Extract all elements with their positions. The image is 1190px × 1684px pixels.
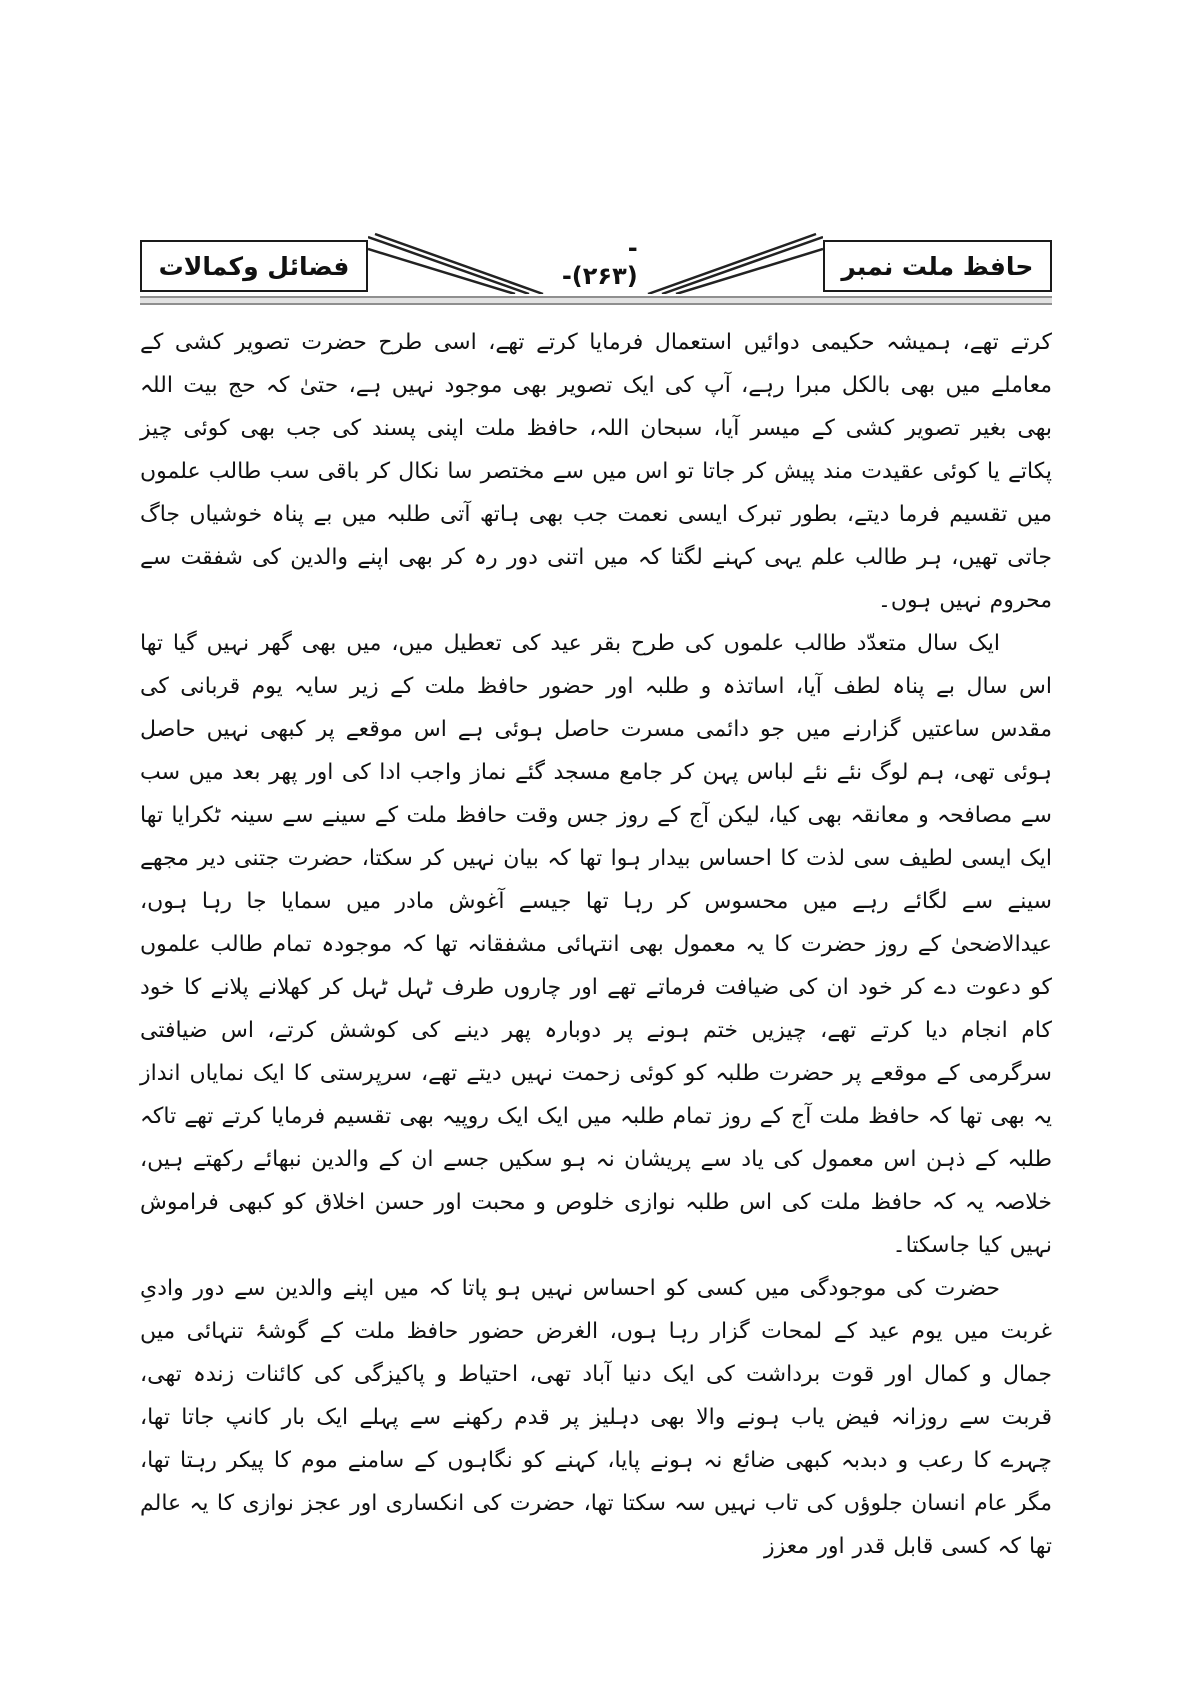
page-number: -(۲۶۳)- [561,234,638,290]
running-header [140,228,1052,292]
page-number-wrap [553,232,638,292]
body-text [140,321,1052,1568]
paragraph-2: ایک سال متعدّد طالب علموں کی طرح بقر عید کی تعطیل میں، میں بھی گھر نہیں گیا تھا اس سال بے پناہ لطف آیا، اساتذہ و طلبہ اور حضور حافظ ملت کے زیر سایہ یوم قربانی کی مقدس ساعتیں گزارنے میں جو دائمی مسرت حاصل ہوئی ہے اس موقعے پر کبھی نہیں حاصل ہوئی تھی، ہم لوگ نئے نئے لباس پہن کر جامع مسجد گئے نماز واجب ادا کی اور پھر بعد میں سب سے مصافحہ و معانقہ بھی کیا، لیکن آج کے روز جس وقت حافظ ملت کے سینے سے سینہ ٹکرایا تھا ایک ایسی لطیف سی لذت کا احساس بیدار ہوا تھا کہ بیان نہیں کر سکتا، حضرت جتنی دیر مجھے سینے سے لگائے رہے میں محسوس کر رہا تھا جیسے آغوش مادر میں سمایا جا رہا ہوں، عیدالاضحیٰ کے روز حضرت کا یہ معمول بھی انتہائی مشفقانہ تھا کہ موجودہ تمام طالب علموں کو دعوت دے کر خود ان کی ضیافت فرماتے تھے اور چاروں طرف ٹہل ٹہل کر کھلانے پلانے کا خود کام انجام دیا کرتے تھے، چیزیں ختم ہونے پر دوبارہ پھر دینے کی کوشش کرتے، اس ضیافتی سرگرمی کے موقعے پر حضرت طلبہ کو کوئی زحمت نہیں دیتے تھے، سرپرستی کا ایک نمایاں انداز یہ بھی تھا کہ حافظ ملت آج کے روز تمام طلبہ میں ایک ایک روپیہ بھی تقسیم فرمایا کرتے تھے تاکہ طلبہ کے ذہن اس معمول کی یاد سے پریشان نہ ہو سکیں جسے ان کے والدین نبھائے رکھتے ہیں، خلاصہ یہ کہ حافظ ملت کی اس طلبہ نوازی خلوص و محبت اور حسن اخلاق کو کبھی فراموش نہیں کیا جاسکتا۔ [140,631,1052,1258]
header-left-title: فضائل وکمالات [158,251,350,281]
page-content [140,228,1052,1568]
header-left-box [140,240,368,292]
paragraph-1: کرتے تھے، ہمیشہ حکیمی دوائیں استعمال فرمایا کرتے تھے، اسی طرح حضرت تصویر کشی کے معاملے میں بھی بالکل مبرا رہے، آپ کی ایک تصویر بھی موجود نہیں ہے، حتیٰ کہ حج بیت اللہ بھی بغیر تصویر کشی کے میسر آیا، سبحان اللہ، حافظ ملت اپنی پسند کی جب بھی کوئی چیز پکاتے یا کوئی عقیدت مند پیش کر جاتا تو اس میں سے مختصر سا نکال کر باقی سب طالب علموں میں تقسیم فرما دیتے، بطور تبرک ایسی نعمت جب بھی ہاتھ آتی طلبہ میں بے پناہ خوشیاں جاگ جاتی تھیں، ہر طالب علم یہی کہنے لگتا کہ میں اتنی دور رہ کر بھی اپنے والدین کی شفقت سے محروم نہیں ہوں۔ [140,330,1052,613]
header-right-title: حافظ ملت نمبر [841,251,1034,281]
diagonal-hatch-right-icon [638,232,823,294]
header-right-box [823,240,1052,292]
paragraph-3: حضرت کی موجودگی میں کسی کو احساس نہیں ہو پاتا کہ میں اپنے والدین سے دور وادیِ غربت میں یوم عید کے لمحات گزار رہا ہوں، الغرض حضور حافظ ملت کے گوشۂ تنہائی میں جمال و کمال اور قوت برداشت کی ایک دنیا آباد تھی، احتیاط و پاکیزگی کی کائنات زندہ تھی، قربت سے روزانہ فیض یاب ہونے والا بھی دہلیز پر قدم رکھنے سے پہلے ایک بار کانپ جاتا تھا، چہرے کا رعب و دبدبہ کبھی ضائع نہ ہونے پایا، کہنے کو نگاہوں کے سامنے موم کا پیکر رہتا تھا، مگر عام انسان جلوؤں کی تاب نہیں سہ سکتا تھا، حضرت کی انکساری اور عجز نوازی کا یہ عالم تھا کہ کسی قابل قدر اور معزز [140,1276,1052,1559]
diagonal-hatch-left-icon [368,232,553,294]
header-divider-rule [140,296,1052,305]
